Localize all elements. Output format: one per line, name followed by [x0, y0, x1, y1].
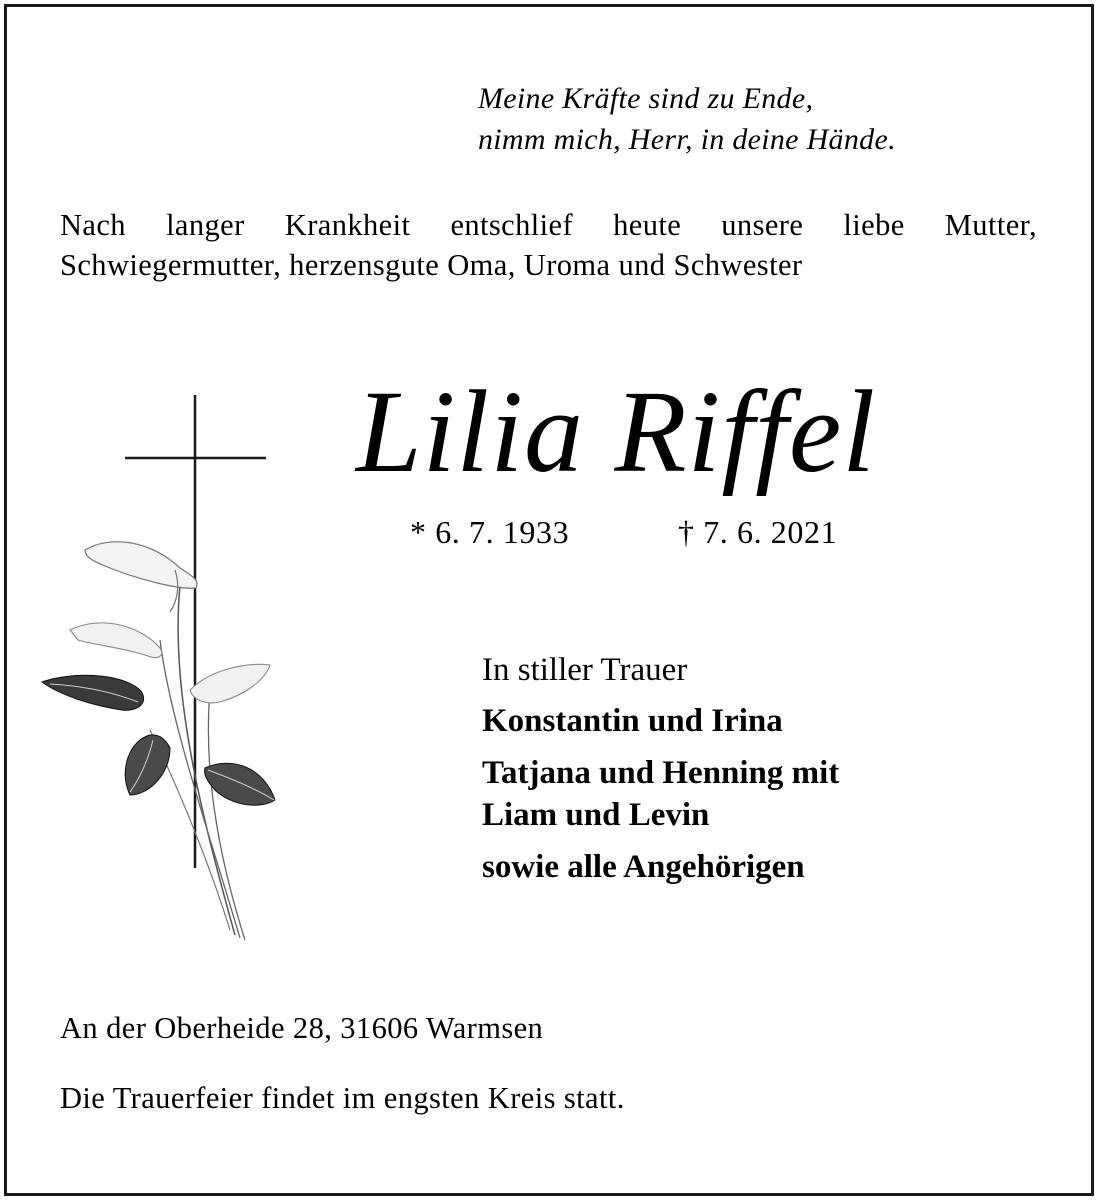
funeral-note: Die Trauerfeier findet im engsten Kreis statt.: [60, 1081, 625, 1115]
birth-date: * 6. 7. 1933: [410, 514, 570, 550]
mourners-block: [482, 648, 922, 898]
bible-verse: [478, 78, 896, 160]
mourner-name: Konstantin und Irina: [482, 703, 783, 739]
verse-line-2: nimm mich, Herr, in deine Hände.: [478, 123, 896, 156]
cross-with-calla-lilies-icon: [30, 390, 290, 950]
mourners-intro: In stiller Trauer: [482, 652, 688, 688]
deceased-name: Lilia Riffel: [356, 366, 877, 497]
verse-line-1: Meine Kräfte sind zu Ende,: [478, 82, 814, 115]
death-date: † 7. 6. 2021: [678, 514, 838, 550]
mourner-name: Tatjana und Henning mit Liam und Levin: [482, 755, 840, 833]
mourner-name: sowie alle Angehörigen: [482, 849, 805, 885]
address: An der Oberheide 28, 31606 Warmsen: [60, 1011, 544, 1045]
intro-text: Nach langer Krankheit entschlief heute unsere liebe Mutter, Schwiegermutter, herzensgute Oma, Uroma und Schwester: [60, 208, 1037, 282]
